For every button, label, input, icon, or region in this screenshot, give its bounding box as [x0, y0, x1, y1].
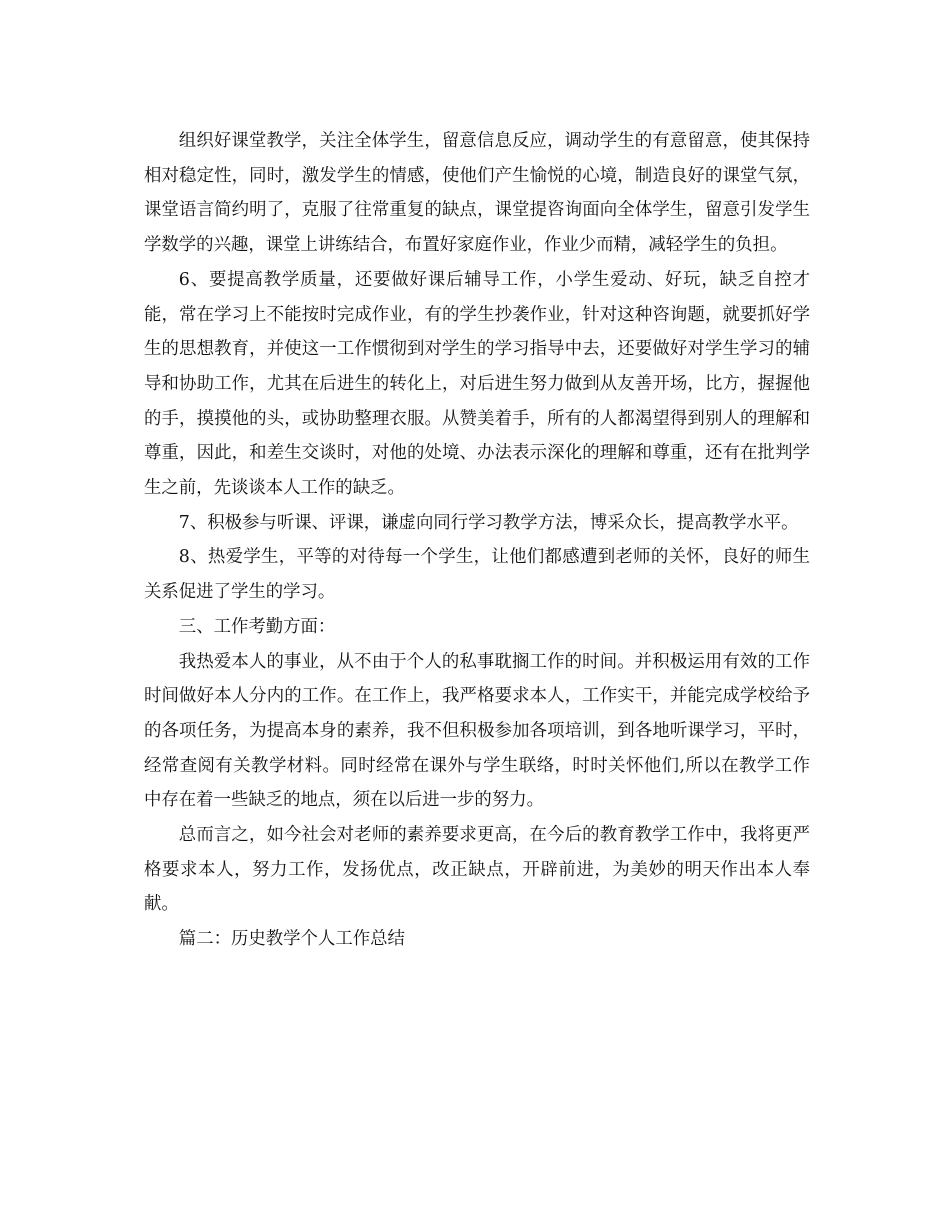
paragraph-attendance: 我热爱本人的事业，从不由于个人的私事耽搁工作的时间。并积极运用有效的工作时间做好本人分内的工作。在工作上，我严格要求本人，工作实干，并能完成学校给予的各项任务，为提高本身的素养，我不但积极参加各项培训，到各地听课学习，平时，经常查阅有关教学材料。同时经常在课外与学生联络，时时关怀他们,所以在教学工作中存在着一些缺乏的地点，须在以后进一步的努力。 [144, 651, 810, 811]
paragraph-item-8: 8、热爱学生，平等的对待每一个学生，让他们都感遭到老师的关怀，良好的师生关系促进了学生的学习。 [144, 547, 810, 603]
paragraph-item-7: 7、积极参与听课、评课，谦虚向同行学习教学方法，博采众长，提高教学水平。 [178, 512, 799, 533]
paragraph-conclusion: 总而言之，如今社会对老师的素养要求更高，在今后的教育教学工作中，我将更严格要求本人，努力工作，发扬优点，改正缺点，开辟前进，为美妙的明天作出本人奉献。 [144, 825, 810, 915]
paragraph-classroom-teaching: 组织好课堂教学，关注全体学生，留意信息反应，调动学生的有意留意，使其保持相对稳定性，同时，激发学生的情感，使他们产生愉悦的心境，制造良好的课堂气氛，课堂语言简约明了，克服了往常重复的缺点，课堂提咨询面向全体学生，留意引发学生学数学的兴趣，课堂上讲练结合，布置好家庭作业，作业少而精，减轻学生的负担。 [144, 131, 810, 256]
paragraph-item-6: 6、要提高教学质量，还要做好课后辅导工作，小学生爱动、好玩，缺乏自控才能，常在学习上不能按时完成作业，有的学生抄袭作业，针对这种咨询题，就要抓好学生的思想教育，并使这一工作惯彻到对学生的学习指导中去，还要做好对学生学习的辅导和协助工作，尤其在后进生的转化上，对后进生努力做到从友善开场，比方，握握他的手，摸摸他的头，或协助整理衣服。从赞美着手，所有的人都渴望得到别人的理解和尊重，因此，和差生交谈时，对他的处境、办法表示深化的理解和尊重，还有在批判学生之前，先谈谈本人工作的缺乏。 [144, 269, 810, 499]
document-body [144, 124, 810, 957]
section-heading-attendance: 三、工作考勤方面： [178, 616, 336, 637]
section-heading-part-two: 篇二：历史教学个人工作总结 [178, 929, 405, 950]
